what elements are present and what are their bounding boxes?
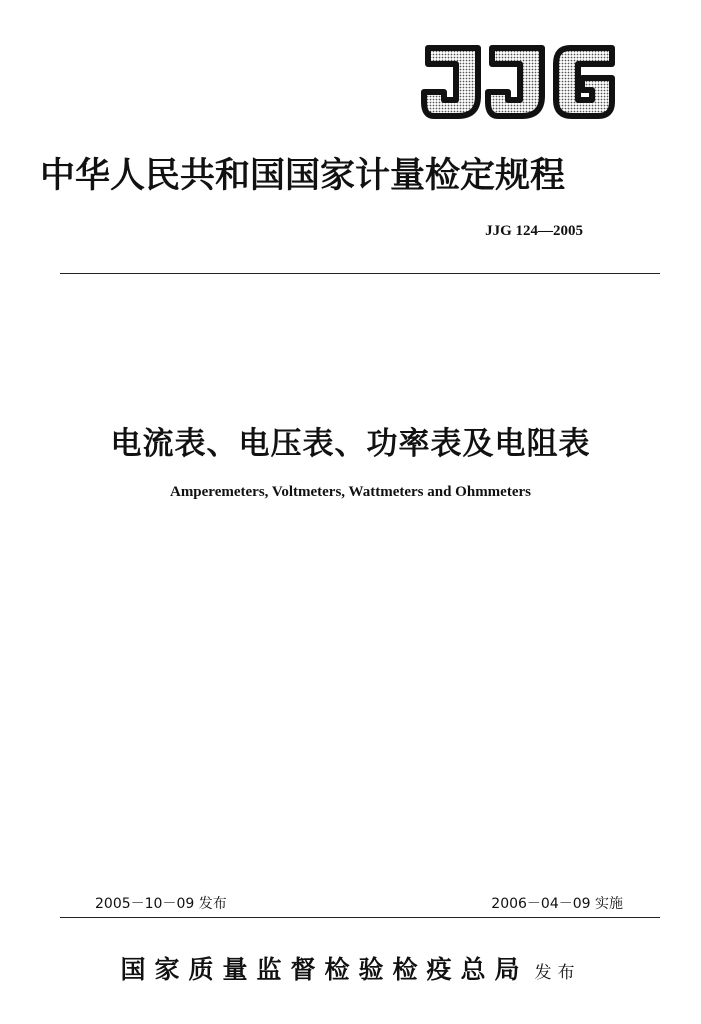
jjg-logo	[420, 44, 620, 120]
standard-number: JJG 124—2005	[485, 223, 583, 239]
top-divider	[60, 273, 660, 274]
issuer-name: 国家质量监督检验检疫总局	[120, 955, 529, 984]
issuer-line	[0, 950, 701, 986]
standard-category-title: 中华人民共和国国家计量检定规程	[40, 155, 566, 196]
bottom-divider	[60, 917, 660, 918]
issue-date: 2005－10－09 发布	[95, 896, 227, 912]
implementation-date: 2006－04－09 实施	[491, 896, 623, 912]
issuer-action: 发布	[534, 963, 581, 983]
document-title-english: Amperemeters, Voltmeters, Wattmeters and Ohmmeters	[169, 484, 531, 500]
document-title-chinese: 电流表、电压表、功率表及电阻表	[110, 426, 591, 462]
jjg-logo-icon	[420, 44, 620, 120]
